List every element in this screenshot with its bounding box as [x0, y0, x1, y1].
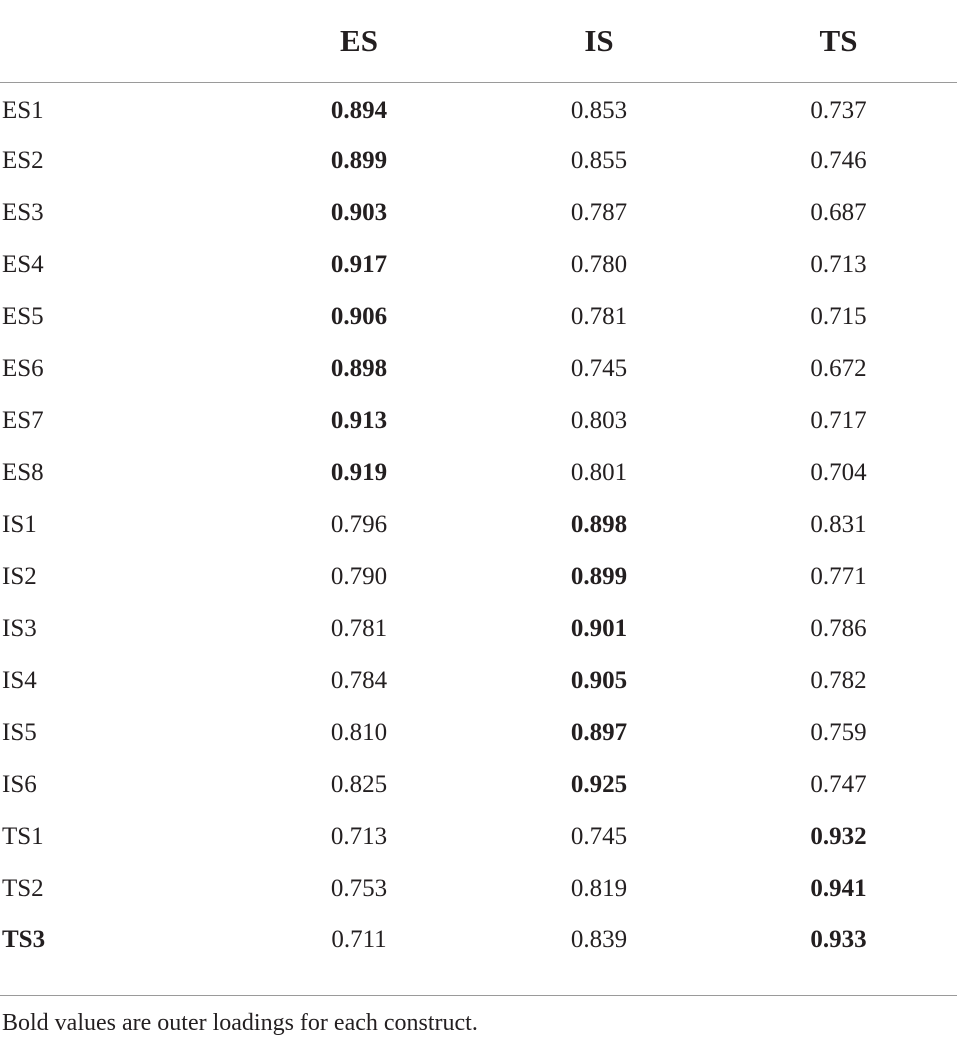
- loading-cell-ts: 0.717: [810, 407, 867, 434]
- loading-cell-is: 0.745: [570, 355, 628, 382]
- loading-cell-is: 0.781: [570, 303, 628, 330]
- loading-cell-is: 0.780: [570, 251, 628, 278]
- loading-cell-ts: 0.759: [810, 719, 867, 746]
- loading-cell-es: 0.796: [330, 511, 388, 538]
- loading-cell-es: 0.913: [330, 407, 388, 434]
- loading-cell-es: 0.919: [330, 459, 388, 486]
- loading-cell-ts: 0.831: [810, 511, 867, 538]
- row-label: ES7: [2, 407, 44, 434]
- loading-cell-es: 0.899: [330, 147, 388, 174]
- loading-cell-es: 0.753: [330, 875, 388, 902]
- row-label: ES5: [2, 303, 44, 330]
- table-row: [0, 499, 957, 551]
- table-row: [0, 811, 957, 863]
- row-label: ES3: [2, 199, 44, 226]
- table-row: [0, 603, 957, 655]
- loading-cell-es: 0.784: [330, 667, 388, 694]
- row-label: IS6: [2, 771, 37, 798]
- row-label: TS2: [2, 875, 44, 902]
- loading-cell-ts: 0.782: [810, 667, 867, 694]
- loading-cell-es: 0.713: [330, 823, 388, 850]
- loading-cell-ts: 0.704: [810, 459, 867, 486]
- row-label: ES6: [2, 355, 44, 382]
- loading-cell-ts: 0.786: [810, 615, 867, 642]
- row-label: ES2: [2, 147, 44, 174]
- loading-cell-ts: 0.715: [810, 303, 867, 330]
- loading-cell-is: 0.801: [570, 459, 628, 486]
- loading-cell-is: 0.803: [570, 407, 628, 434]
- row-label: IS2: [2, 563, 37, 590]
- loading-cell-es: 0.898: [330, 355, 388, 382]
- table-row: [0, 707, 957, 759]
- table-row: [0, 447, 957, 499]
- loading-cell-is: 0.905: [570, 667, 628, 694]
- table-row: [0, 863, 957, 915]
- table-row: [0, 187, 957, 239]
- loading-cell-es: 0.894: [330, 97, 388, 124]
- table-header: [0, 0, 957, 83]
- table-footnote: Bold values are outer loadings for each construct.: [2, 1010, 478, 1036]
- loading-cell-ts: 0.747: [810, 771, 867, 798]
- loading-cell-ts: 0.672: [810, 355, 867, 382]
- loading-cell-ts: 0.933: [810, 926, 867, 953]
- loading-cell-is: 0.898: [570, 511, 628, 538]
- header-cell-empty: [0, 0, 240, 83]
- loading-cell-es: 0.781: [330, 615, 388, 642]
- loading-cell-ts: 0.737: [810, 97, 867, 124]
- table-row: [0, 551, 957, 603]
- row-label: ES4: [2, 251, 44, 278]
- table-row: [0, 291, 957, 343]
- loading-cell-es: 0.790: [330, 563, 388, 590]
- table-row: [0, 343, 957, 395]
- row-label: TS1: [2, 823, 44, 850]
- loading-cell-ts: 0.932: [810, 823, 867, 850]
- row-label: ES8: [2, 459, 44, 486]
- row-label: TS3: [2, 926, 46, 953]
- loading-cell-ts: 0.713: [810, 251, 867, 278]
- table-row: [0, 655, 957, 707]
- table-row: [0, 239, 957, 291]
- header-cell-ts: TS: [720, 0, 957, 83]
- table-row: [0, 759, 957, 811]
- row-label: IS4: [2, 667, 37, 694]
- loading-cell-es: 0.810: [330, 719, 388, 746]
- loading-cell-is: 0.819: [570, 875, 628, 902]
- loading-cell-es: 0.903: [330, 199, 388, 226]
- table-row: [0, 83, 957, 136]
- loading-cell-is: 0.925: [570, 771, 628, 798]
- loading-cell-is: 0.855: [570, 147, 628, 174]
- header-cell-is: IS: [478, 0, 720, 83]
- table-body: [0, 83, 957, 996]
- loading-cell-ts: 0.941: [810, 875, 867, 902]
- loading-cell-is: 0.901: [570, 615, 628, 642]
- loading-cell-is: 0.745: [570, 823, 628, 850]
- loading-cell-is: 0.839: [570, 926, 628, 953]
- loading-cell-es: 0.825: [330, 771, 388, 798]
- loading-cell-is: 0.897: [570, 719, 628, 746]
- loading-cell-is: 0.787: [570, 199, 628, 226]
- row-label: IS1: [2, 511, 37, 538]
- row-label: IS5: [2, 719, 37, 746]
- loading-cell-es: 0.711: [331, 926, 387, 953]
- loading-cell-es: 0.906: [330, 303, 388, 330]
- loading-cell-ts: 0.687: [810, 199, 867, 226]
- table-row: [0, 395, 957, 447]
- row-label: ES1: [2, 97, 44, 124]
- header-row: [0, 0, 957, 83]
- header-cell-es: ES: [240, 0, 478, 83]
- table-row: [0, 915, 957, 995]
- table-row: [0, 135, 957, 187]
- loading-cell-es: 0.917: [330, 251, 388, 278]
- loading-cell-ts: 0.771: [810, 563, 867, 590]
- loading-cell-ts: 0.746: [810, 147, 867, 174]
- row-label: IS3: [2, 615, 37, 642]
- loading-cell-is: 0.853: [570, 97, 628, 124]
- loading-cell-is: 0.899: [570, 563, 628, 590]
